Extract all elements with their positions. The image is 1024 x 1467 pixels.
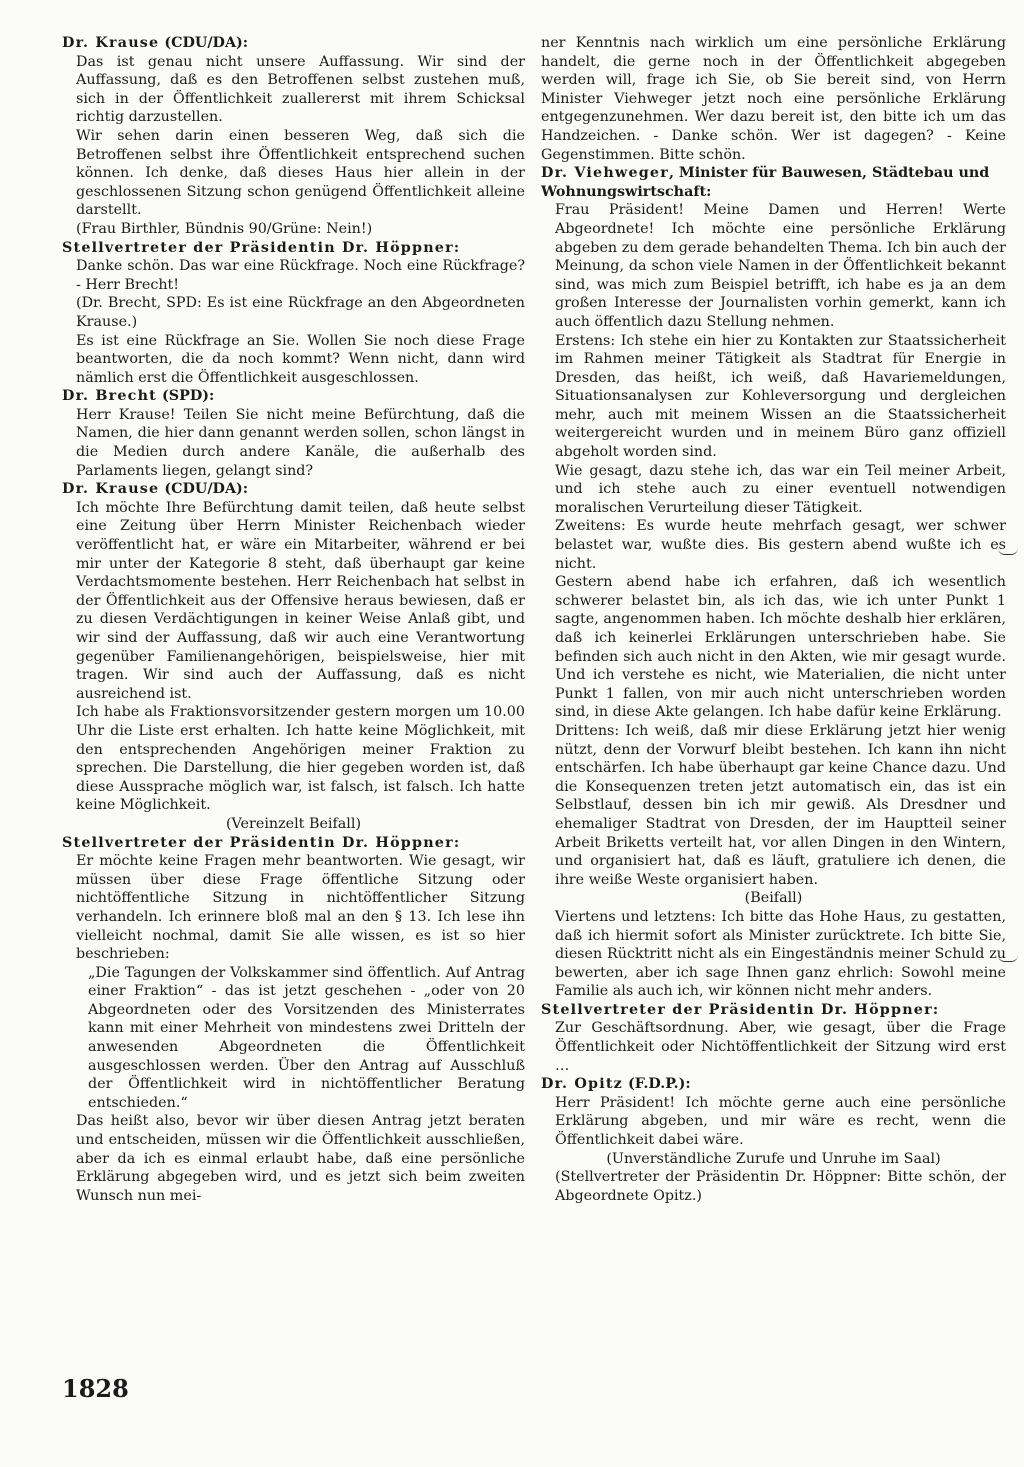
speaker-name: Stellvertreter der Präsidentin Dr. Höppner	[62, 834, 454, 851]
speaker-party: (F.D.P.):	[622, 1076, 691, 1093]
speaker-name: Dr. Krause	[62, 481, 160, 498]
paragraph: Drittens: Ich weiß, daß mir diese Erklärung jetzt hier wenig nützt, denn der Vorwurf bleibt bestehen. Ich kann ihn nicht entschärfen. Ich habe überhaupt gar keine Chance dazu. Und die Konsequenzen treten jetzt automatisch ein, das ist ein Selbstlauf, dessen bin ich mir gewiß. Als Dresdner und ehemaliger Stadtrat von Dresden, der im Hauptteil seiner Arbeit Briketts verteilt hat, vor allen Dingen in den Wintern, und organisiert hat, daß es läuft, gratuliere ich denen, die ihre weiße Weste organisiert haben.	[555, 722, 1006, 888]
page-number: 1828	[62, 1374, 129, 1403]
quotation: „Die Tagungen der Volkskammer sind öffentlich. Auf Antrag einer Fraktion“ - das ist jetzt geschehen - „oder von 20 Abgeordneten oder des Vorsitzenden des Ministerrates kann mit einer Mehrheit von mindestens zwei Dritteln der anwesenden Abgeordneten die Öffentlichkeit ausgeschlossen werden. Über den Antrag auf Ausschluß der Öffentlichkeit wird in nichtöffentlicher Beratung entschieden.“	[88, 964, 525, 1111]
speaker-heading	[541, 1075, 1006, 1094]
paragraph: (Dr. Brecht, SPD: Es ist eine Rückfrage an den Abgeordneten Krause.)	[76, 295, 525, 330]
speaker-name: Dr. Krause	[62, 35, 160, 51]
paragraph: Danke schön. Das war eine Rückfrage. Noch eine Rückfrage? - Herr Brecht!	[76, 258, 525, 293]
interjection: (Unverständliche Zurufe und Unruhe im Saal)	[606, 1150, 941, 1167]
speaker-heading	[62, 480, 525, 499]
interjection: (Frau Birthler, Bündnis 90/Grüne: Nein!)	[76, 220, 373, 237]
speaker-party: :	[453, 239, 460, 256]
paragraph: Wie gesagt, dazu stehe ich, das war ein Teil meiner Arbeit, und ich stehe auch zu einer eventuell notwendigen moralischen Verurteilung dieser Tätigkeit.	[555, 462, 1006, 516]
speaker-heading	[541, 1001, 1006, 1020]
left-column	[62, 34, 525, 1205]
speaker-name: Dr. Viehweger	[541, 165, 669, 182]
paragraph: Ich möchte Ihre Befürchtung damit teilen, daß heute selbst eine Zeitung über Herrn Minister Reichenbach wieder veröffentlicht hat, er wäre ein Mitarbeiter, während er bei mir unter der Kategorie 8 steht, daß überhaupt gar keine Verdachtsmomente bestehen. Herr Reichenbach hat selbst in der Öffentlichkeit aus der Offensive heraus bewiesen, daß er zu diesen Verdächtigungen in keiner Weise Anlaß gibt, und wir sind der Auffassung, daß wir auch eine Verantwortung gegenüber Familienangehörigen, beispielsweise, hier mit tragen. Wir sind auch der Auffassung, daß es nicht ausreichend ist.	[76, 499, 525, 702]
speaker-name: Stellvertreter der Präsidentin Dr. Höppner	[541, 1001, 933, 1018]
margin-mark	[998, 955, 1018, 962]
paragraph: Ich habe als Fraktionsvorsitzender gestern morgen um 10.00 Uhr die Liste erst erhalten. Ich hatte keine Möglichkeit, mit den entsprechenden Angehörigen meiner Fraktion zu sprechen. Die Darstellung, die hier gegeben worden ist, daß diese Aussprache möglich war, ist falsch, ist falsch. Ich hatte keine Möglichkeit.	[76, 704, 525, 814]
speaker-heading	[62, 834, 525, 853]
paragraph: Er möchte keine Fragen mehr beantworten. Wie gesagt, wir müssen über diese Frage öffentliche Sitzung oder nichtöffentliche Sitzung in nichtöffentlicher Sitzung verhandeln. Ich erinnere bloß mal an den § 13. Ich lese ihn vielleicht nochmal, damit Sie alle wissen, es ist so hier beschrieben:	[76, 853, 525, 963]
speaker-party: (CDU/DA):	[159, 35, 249, 51]
paragraph: Zur Geschäftsordnung. Aber, wie gesagt, über die Frage Öffentlichkeit oder Nichtöffentlichkeit der Sitzung wird erst …	[555, 1020, 1006, 1074]
speaker-heading	[62, 387, 525, 406]
paragraph: Erstens: Ich stehe ein hier zu Kontakten zur Staatssicherheit im Rahmen meiner Tätigkeit als Stadtrat für Energie in Dresden, das heißt, ich weiß, daß Havariemeldungen, Situationsanalysen zur Kohleversorgung und dergleichen mehr, auch mit meinem Wissen an die Staatssicherheit weitergereicht wurden und in meinem Büro ganz offiziell abgeholt worden sind.	[555, 332, 1006, 461]
paragraph: Herr Präsident! Ich möchte gerne auch eine persönliche Erklärung abgeben, und mir wäre es recht, wenn die Öffentlichkeit dabei wäre.	[555, 1094, 1006, 1149]
paragraph: Wir sehen darin einen besseren Weg, daß sich die Betroffenen selbst ihre Öffentlichkeit entsprechend suchen können. Ich denke, daß dieses Haus hier allein in der geschlossenen Sitzung schon genügend Öffentlichkeit alleine darstellt.	[76, 127, 525, 219]
speaker-party: (SPD):	[157, 388, 215, 405]
speaker-party: :	[453, 834, 460, 851]
paragraph: Zweitens: Es wurde heute mehrfach gesagt, wer schwer belastet war, wußte dies. Bis gestern abend wußte ich es nicht.	[555, 518, 1006, 572]
speaker-heading	[62, 34, 525, 53]
paragraph: Das ist genau nicht unsere Auffassung. Wir sind der Auffassung, daß es den Betroffenen selbst zustehen muß, sich in der Öffentlichkeit zuallererst mit ihrem Schicksal richtig darzustellen.	[76, 53, 525, 126]
paragraph: Frau Präsident! Meine Damen und Herren! Werte Abgeordnete! Ich möchte eine persönliche Erklärung abgeben zu dem gerade behandelten Thema. Ich bin auch der Meinung, da schon viele Namen in der Öffentlichkeit bekannt sind, was mich zum Beispiel betrifft, ich habe es ja an dem großen Interesse der Journalisten vorhin gemerkt, kann ich auch öffentlich dazu Stellung nehmen.	[555, 202, 1006, 330]
paragraph: Viertens und letztens: Ich bitte das Hohe Haus, zu gestatten, daß ich hiermit sofort als Minister zurücktrete. Ich bitte Sie, diesen Rücktritt nicht als ein Eingeständnis meiner Schuld zu bewerten, aber ich sage Ihnen ganz ehrlich: Sowohl meine Familie als auch ich, wir können nicht mehr anders.	[555, 908, 1006, 1000]
paragraph: (Stellvertreter der Präsidentin Dr. Höppner: Bitte schön, der Abgeordnete Opitz.)	[555, 1169, 1006, 1204]
paragraph: Gestern abend habe ich erfahren, daß ich wesentlich schwerer belastet bin, als ich das, wie ich unter Punkt 1 sagte, angenommen haben. Ich möchte deshalb hier erklären, daß ich keinerlei Erklärungen unterschrieben habe. Sie befinden sich auch nicht in den Akten, wie mir gesagt wurde. Und ich verstehe es nicht, wie Materialien, die nicht unter Punkt 1 fallen, von mir auch nicht unterschrieben worden sind, in diese Akte gelangen. Ich habe dafür keine Erklärung.	[555, 574, 1006, 721]
speaker-heading	[62, 239, 525, 258]
speaker-name: Stellvertreter der Präsidentin Dr. Höppner	[62, 239, 454, 256]
speaker-name: Dr. Brecht	[62, 388, 157, 405]
paragraph: Herr Krause! Teilen Sie nicht meine Befürchtung, daß die Namen, die hier dann genannt werden sollen, schon längst in die Medien durch andere Kanäle, die außerhalb des Parlaments liegen, gelangt sind?	[76, 406, 525, 479]
paragraph: ner Kenntnis nach wirklich um eine persönliche Erklärung handelt, die gerne noch in der Öffentlichkeit abgegeben werden will, frage ich Sie, ob Sie bereit sind, von Herrn Minister Viehweger jetzt noch eine persönliche Erklärung entgegenzunehmen. Wer dazu bereit ist, den bitte ich um das Handzeichen. - Danke schön. Wer ist dagegen? - Keine Gegenstimmen. Bitte schön.	[541, 35, 1006, 163]
interjection: (Beifall)	[744, 890, 803, 907]
paragraph: Es ist eine Rückfrage an Sie. Wollen Sie noch diese Frage beantworten, die da noch kommt? Wenn nicht, dann wird nämlich erst die Öffentlichkeit ausgeschlossen.	[76, 332, 525, 386]
speaker-party: :	[932, 1001, 939, 1018]
right-column	[541, 34, 1006, 1205]
interjection: (Vereinzelt Beifall)	[225, 815, 362, 832]
paragraph: Das heißt also, bevor wir über diesen Antrag jetzt beraten und entscheiden, müssen wir die Öffentlichkeit ausschließen, aber da ich es einmal erlaubt habe, daß eine persönliche Erklärung abgegeben wird, und es jetzt sich beim zweiten Wunsch nun mei-	[76, 1113, 525, 1204]
speaker-name: Dr. Opitz	[541, 1076, 623, 1093]
margin-mark	[998, 548, 1018, 555]
speaker-party: , Minister für Bauwesen, Städtebau und Wohnungswirtschaft:	[541, 165, 990, 200]
speaker-heading	[541, 164, 1006, 201]
speaker-party: (CDU/DA):	[159, 481, 249, 498]
